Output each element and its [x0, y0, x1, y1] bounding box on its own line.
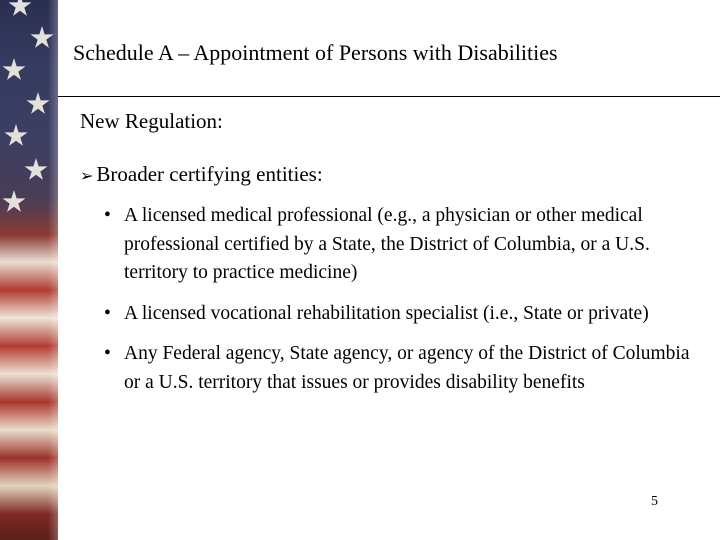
bullet-icon: •: [104, 343, 111, 364]
list-item-text: Any Federal agency, State agency, or agency of the District of Columbia or a U.S. territory that issues or provides disability benefits: [124, 343, 690, 393]
sub-heading: [80, 162, 323, 187]
slide-title: Schedule A – Appointment of Persons with Disabilities: [73, 40, 558, 65]
bullet-list: [102, 202, 692, 409]
list-item-text: A licensed vocational rehabilitation specialist (i.e., State or private): [124, 302, 649, 324]
star-icon: [24, 158, 48, 182]
bullet-icon: •: [104, 302, 111, 324]
star-icon: [26, 92, 50, 116]
star-icon: [2, 58, 26, 82]
page-number: 5: [651, 494, 658, 509]
star-icon: [2, 190, 26, 214]
sub-heading-text: Broader certifying entities:: [96, 162, 323, 186]
section-label: New Regulation:: [80, 109, 223, 133]
bullet-icon: •: [104, 205, 111, 226]
list-item: [102, 340, 692, 397]
list-item: [102, 300, 692, 329]
list-item-text: A licensed medical professional (e.g., a physician or other medical professional certified by a State, the District of Columbia, or a U.S. territory to practice medicine): [124, 205, 650, 283]
star-icon: [4, 124, 28, 148]
star-icon: [30, 26, 54, 50]
arrow-right-icon: ➢: [80, 166, 94, 185]
title-divider: [58, 96, 720, 97]
flag-decoration: [0, 0, 58, 540]
list-item: [102, 202, 692, 288]
star-icon: [8, 0, 32, 18]
